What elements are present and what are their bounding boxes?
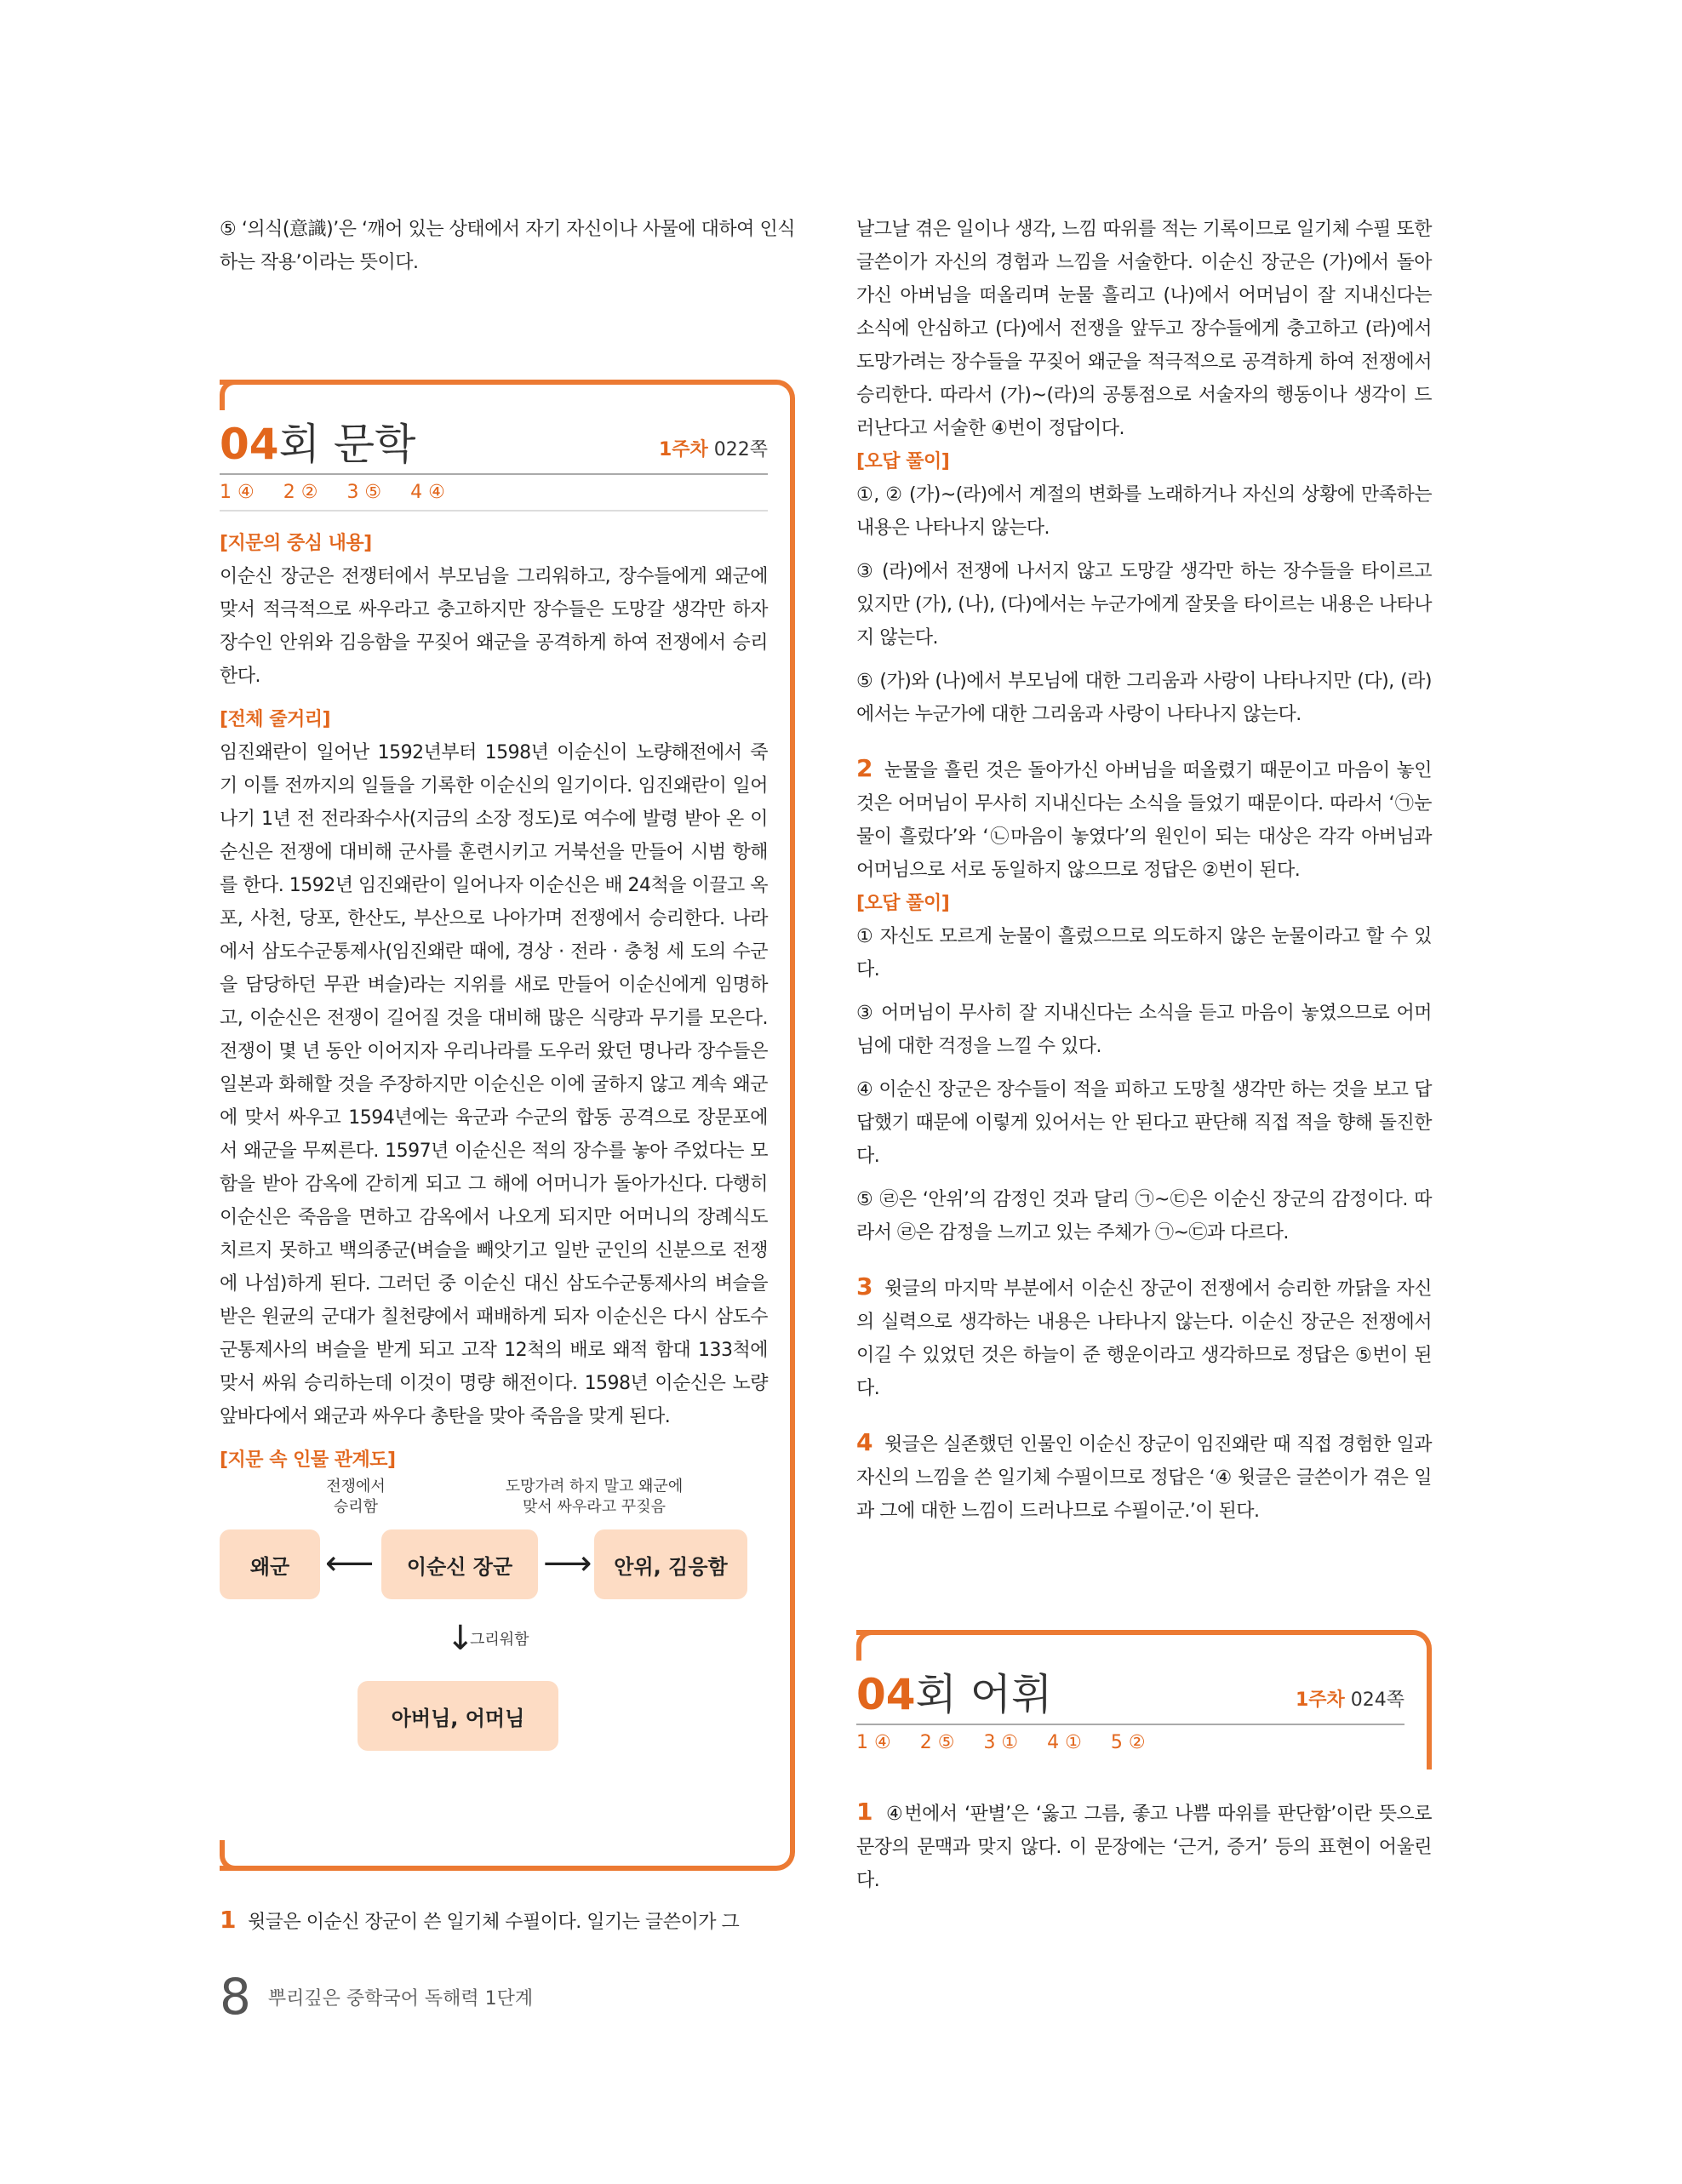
relationship-diagram — [220, 1477, 768, 1792]
arrow-down: ↓ — [446, 1619, 475, 1658]
page-footer — [220, 1968, 533, 2026]
vocab-answer-1: 1 ④번에서 ‘판별’은 ‘옳고 그름, 좋고 나쁨 따위를 판단함’이란 뜻으로 문장의 문맥과 맞지 않다. 이 문장에는 ‘근거, 증거’ 등의 표현이 어울린다. — [856, 1798, 1432, 1891]
node-yi-sun-sin: 이순신 장군 — [381, 1529, 538, 1599]
arrow-right: ⟶ — [543, 1544, 592, 1583]
answer-item: 3 ⑤ — [346, 482, 382, 503]
vocabulary-box — [856, 1630, 1432, 1769]
right-edge-label: 도망가려 하지 말고 왜군에 맞서 싸우라고 꾸짖음 — [505, 1478, 684, 1516]
answer-2: 2 눈물을 흘린 것은 돌아가신 아버님을 떠올렸기 때문이고 마음이 놓인 것은 어머님이 무사히 지내신다는 소식을 들었기 때문이다. 따라서 ‘㉠눈물이 흘렀다’와 ‘㉡마음이 놓였다’의 원인이 되는 대상은 각각 아버님과 어머님으로 서로 동일하지 않으므로 정답은 ②번이 된다. — [856, 754, 1432, 881]
page-number: 8 — [220, 1968, 251, 2026]
answer-item: 2 ⑤ — [919, 1732, 955, 1753]
section-text: 이순신 장군은 전쟁터에서 부모님을 그리워하고, 장수들에게 왜군에 맞서 적극적으로 싸우라고 충고하지만 장수들은 도망갈 생각만 하자 장수인 안위와 김응함을 꾸짖어 왜군을 공격하게 하여 전쟁에서 승리한다. — [220, 566, 768, 687]
wrong-answer-item: ③ 어머님이 무사히 잘 지내신다는 소식을 듣고 마음이 놓였으므로 어머님에 대한 걱정을 느낄 수 있다. — [856, 1003, 1432, 1057]
answer-item: 3 ① — [983, 1732, 1019, 1753]
answer-4: 4 윗글은 실존했던 인물인 이순신 장군이 임진왜란 때 직접 경험한 일과 자신의 느낌을 쓴 일기체 수필이므로 정답은 ‘④ 윗글은 글쓴이가 겪은 일과 그에 대한 느낌이 드러나므로 수필이군.’이 된다. — [856, 1428, 1432, 1522]
answer-item: 4 ④ — [410, 482, 445, 503]
node-japanese-army: 왜군 — [220, 1529, 320, 1599]
literature-answers — [220, 475, 768, 512]
literature-title: 04회 문학 — [220, 420, 416, 469]
answer-item: 1 ④ — [220, 482, 255, 503]
right-column — [856, 213, 1432, 1897]
wrong-answer-item: ⑤ (가)와 (나)에서 부모님에 대한 그리움과 사랑이 나타나지만 (다), (라)에서는 누군가에 대한 그리움과 사랑이 나타나지 않는다. — [856, 671, 1432, 725]
wrong-answer-heading: [오답 풀이] — [856, 893, 950, 914]
vocabulary-title: 04회 어휘 — [856, 1670, 1053, 1719]
answer-3: 3 윗글의 마지막 부분에서 이순신 장군이 전쟁에서 승리한 까닭을 자신의 실력으로 생각하는 내용은 나타나지 않는다. 이순신 장군은 전쟁에서 이길 수 있었던 것은 하늘이 준 행운이라고 생각하므로 정답은 ⑤번이 된다. — [856, 1272, 1432, 1399]
wrong-answer-item: ③ (라)에서 전쟁에 나서지 않고 도망갈 생각만 하는 장수들을 타이르고 있지만 (가), (나), (다)에서는 누군가에게 잘못을 타이르는 내용은 나타나지 않는다. — [856, 561, 1432, 649]
down-edge-label: 그리워함 — [470, 1631, 529, 1649]
section-heading: [전체 줄거리] — [220, 709, 331, 730]
literature-box — [220, 380, 795, 1871]
literature-week: 1주차 022쪽 — [658, 439, 768, 460]
wrong-answer-item: ①, ② (가)~(라)에서 계절의 변화를 노래하거나 자신의 상황에 만족하는 내용은 나타나지 않는다. — [856, 484, 1432, 539]
answer-1-start: 1 윗글은 이순신 장군이 쓴 일기체 수필이다. 일기는 글쓴이가 그 — [220, 1906, 740, 1934]
intro-paragraph: ⑤ ‘의식(意識)’은 ‘깨어 있는 상태에서 자기 자신이나 사물에 대하여 인식하는 작용’이라는 뜻이다. — [220, 219, 795, 273]
diagram-heading: [지문 속 인물 관계도] — [220, 1449, 396, 1471]
vocabulary-week: 1주차 024쪽 — [1295, 1689, 1405, 1711]
vocabulary-answers — [856, 1725, 1405, 1760]
section-text: 임진왜란이 일어난 1592년부터 1598년 이순신이 노량해전에서 죽기 이틀 전까지의 일들을 기록한 이순신의 일기이다. 임진왜란이 일어나기 1년 전 전라좌수사(지금의 소장 정도)로 여수에 발령 받아 온 이순신은 전쟁에 대비해 군사를 훈련시키고 거북선을 만들어 시범 항해를 한다. 1592년 임진왜란이 일어나자 이순신은 배 24척을 이끌고 옥포, 사천, 당포, 한산도, 부산으로 나아가며 전쟁에서 승리한다. 나라에서 삼도수군통제사(임진왜란 때에, 경상 · 전라 · 충청 세 도의 수군을 담당하던 무관 벼슬)라는 지위를 새로 만들어 이순신에게 임명하고, 이순신은 전쟁이 길어질 것을 대비해 많은 식량과 무기를 모은다. 전쟁이 몇 년 동안 이어지자 우리나라를 도우러 왔던 명나라 장수들은 일본과 화해할 것을 주장하지만 이순신은 이에 굴하지 않고 계속 왜군에 맞서 싸우고 1594년에는 육군과 수군의 합동 공격으로 장문포에서 왜군을 무찌른다. 1597년 이순신은 적의 장수를 놓아 주었다는 모함을 받아 감옥에 갇히게 되고 그 해에 어머니가 돌아가신다. 다행히 이순신은 죽음을 면하고 감옥에서 나오게 되지만 어머니의 장례식도 치르지 못하고 백의종군(벼슬을 빼앗기고 일반 군인의 신분으로 전쟁에 나섬)하게 된다. 그러던 중 이순신 대신 삼도수군통제사의 벼슬을 받은 원균의 군대가 칠천량에서 패배하게 되자 이순신은 다시 삼도수군통제사의 벼슬을 받게 되고 고작 12척의 배로 왜적 함대 133척에 맞서 싸워 승리하는데 이것이 명량 해전이다. 1598년 이순신은 노량 앞바다에서 왜군과 싸우다 총탄을 맞아 죽음을 맞게 된다. — [220, 742, 768, 1427]
answer-item: 2 ② — [283, 482, 318, 503]
wrong-answer-item: ① 자신도 모르게 눈물이 흘렀으므로 의도하지 않은 눈물이라고 할 수 있다. — [856, 926, 1432, 981]
left-column — [220, 213, 795, 1939]
node-parents: 아버님, 어머님 — [358, 1681, 558, 1751]
answer-1-continued: 날그날 겪은 일이나 생각, 느낌 따위를 적는 기록이므로 일기체 수필 또한 글쓴이가 자신의 경험과 느낌을 서술한다. 이순신 장군은 (가)에서 돌아가신 아버님을 떠올리며 눈물 흘리고 (나)에서 어머님이 잘 지내신다는 소식에 안심하고 (다)에서 전쟁을 앞두고 장수들에게 충고하고 (라)에서 도망가려는 장수들을 꾸짖어 왜군을 적극적으로 공격하게 하여 전쟁에서 승리한다. 따라서 (가)~(라)의 공통점으로 서술자의 행동이나 생각이 드러난다고 서술한 ④번이 정답이다. — [856, 219, 1432, 439]
answer-item: 5 ② — [1110, 1732, 1146, 1753]
left-edge-label: 전쟁에서 승리함 — [326, 1478, 386, 1516]
node-anwi-kimeungham: 안위, 김응함 — [594, 1529, 747, 1599]
section-heading: [지문의 중심 내용] — [220, 533, 372, 554]
arrow-left: ⟵ — [325, 1544, 375, 1583]
answer-item: 4 ① — [1047, 1732, 1082, 1753]
wrong-answer-item: ④ 이순신 장군은 장수들이 적을 피하고 도망칠 생각만 하는 것을 보고 답답했기 때문에 이렇게 있어서는 안 된다고 판단해 직접 적을 향해 돌진한다. — [856, 1079, 1432, 1167]
wrong-answer-item: ⑤ ㉣은 ‘안위’의 감정인 것과 달리 ㉠~㉢은 이순신 장군의 감정이다. 따라서 ㉣은 감정을 느끼고 있는 주체가 ㉠~㉢과 다르다. — [856, 1189, 1432, 1244]
vocabulary-title-row — [856, 1669, 1405, 1725]
answer-item: 1 ④ — [856, 1732, 891, 1753]
book-title: 뿌리깊은 중학국어 독해력 1단계 — [267, 1987, 534, 2010]
wrong-answer-heading: [오답 풀이] — [856, 451, 950, 472]
literature-title-row — [220, 419, 768, 475]
